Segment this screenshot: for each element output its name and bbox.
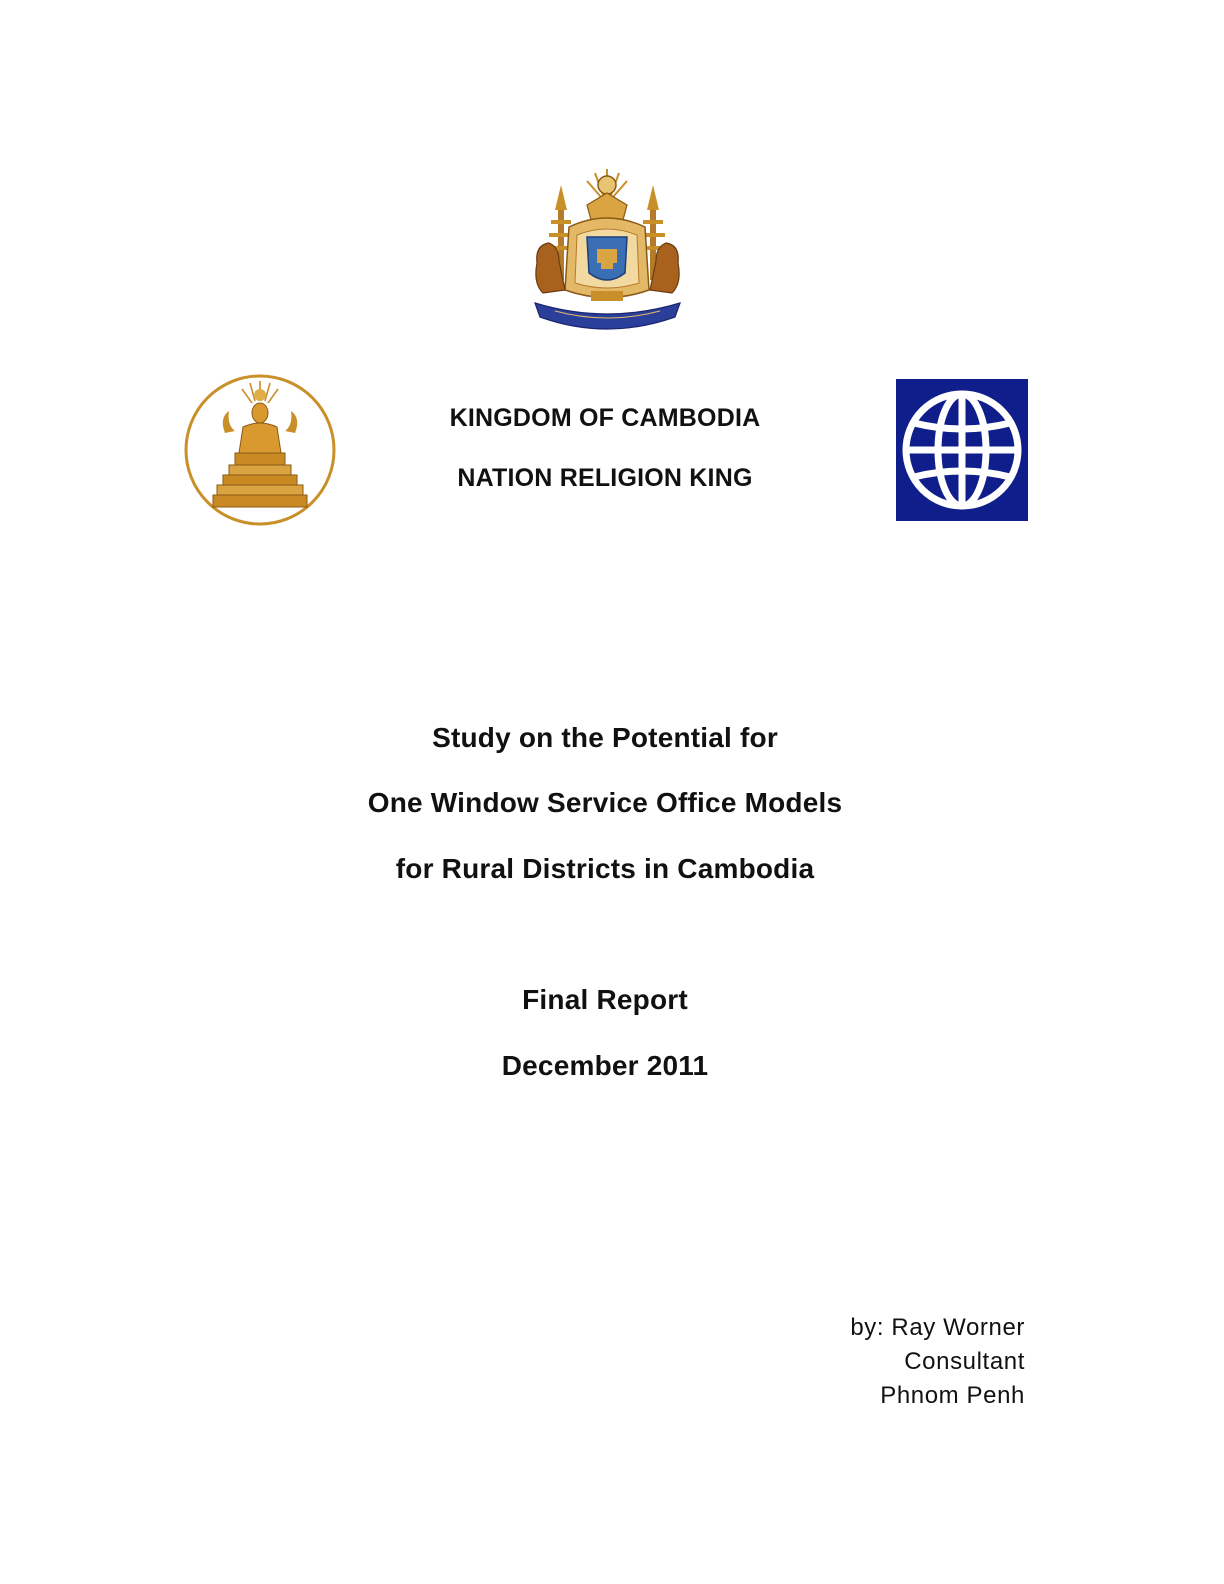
byline-location: Phnom Penh [880, 1382, 1025, 1409]
byline-author: by: Ray Worner [850, 1314, 1025, 1341]
world-bank-globe-logo [896, 379, 1028, 521]
report-date: December 2011 [501, 1050, 709, 1081]
title-line-3: for Rural Districts in Cambodia [395, 853, 815, 884]
header-kingdom: KINGDOM OF CAMBODIA [449, 404, 761, 432]
royal-coat-of-arms-emblem [525, 165, 690, 345]
title-line-2: One Window Service Office Models [367, 787, 843, 818]
title-line-1: Study on the Potential for [432, 722, 778, 753]
byline-role: Consultant [904, 1348, 1025, 1375]
seated-buddha-circular-seal [183, 373, 338, 528]
header-motto: NATION RELIGION KING [457, 464, 753, 492]
report-type: Final Report [522, 984, 688, 1015]
